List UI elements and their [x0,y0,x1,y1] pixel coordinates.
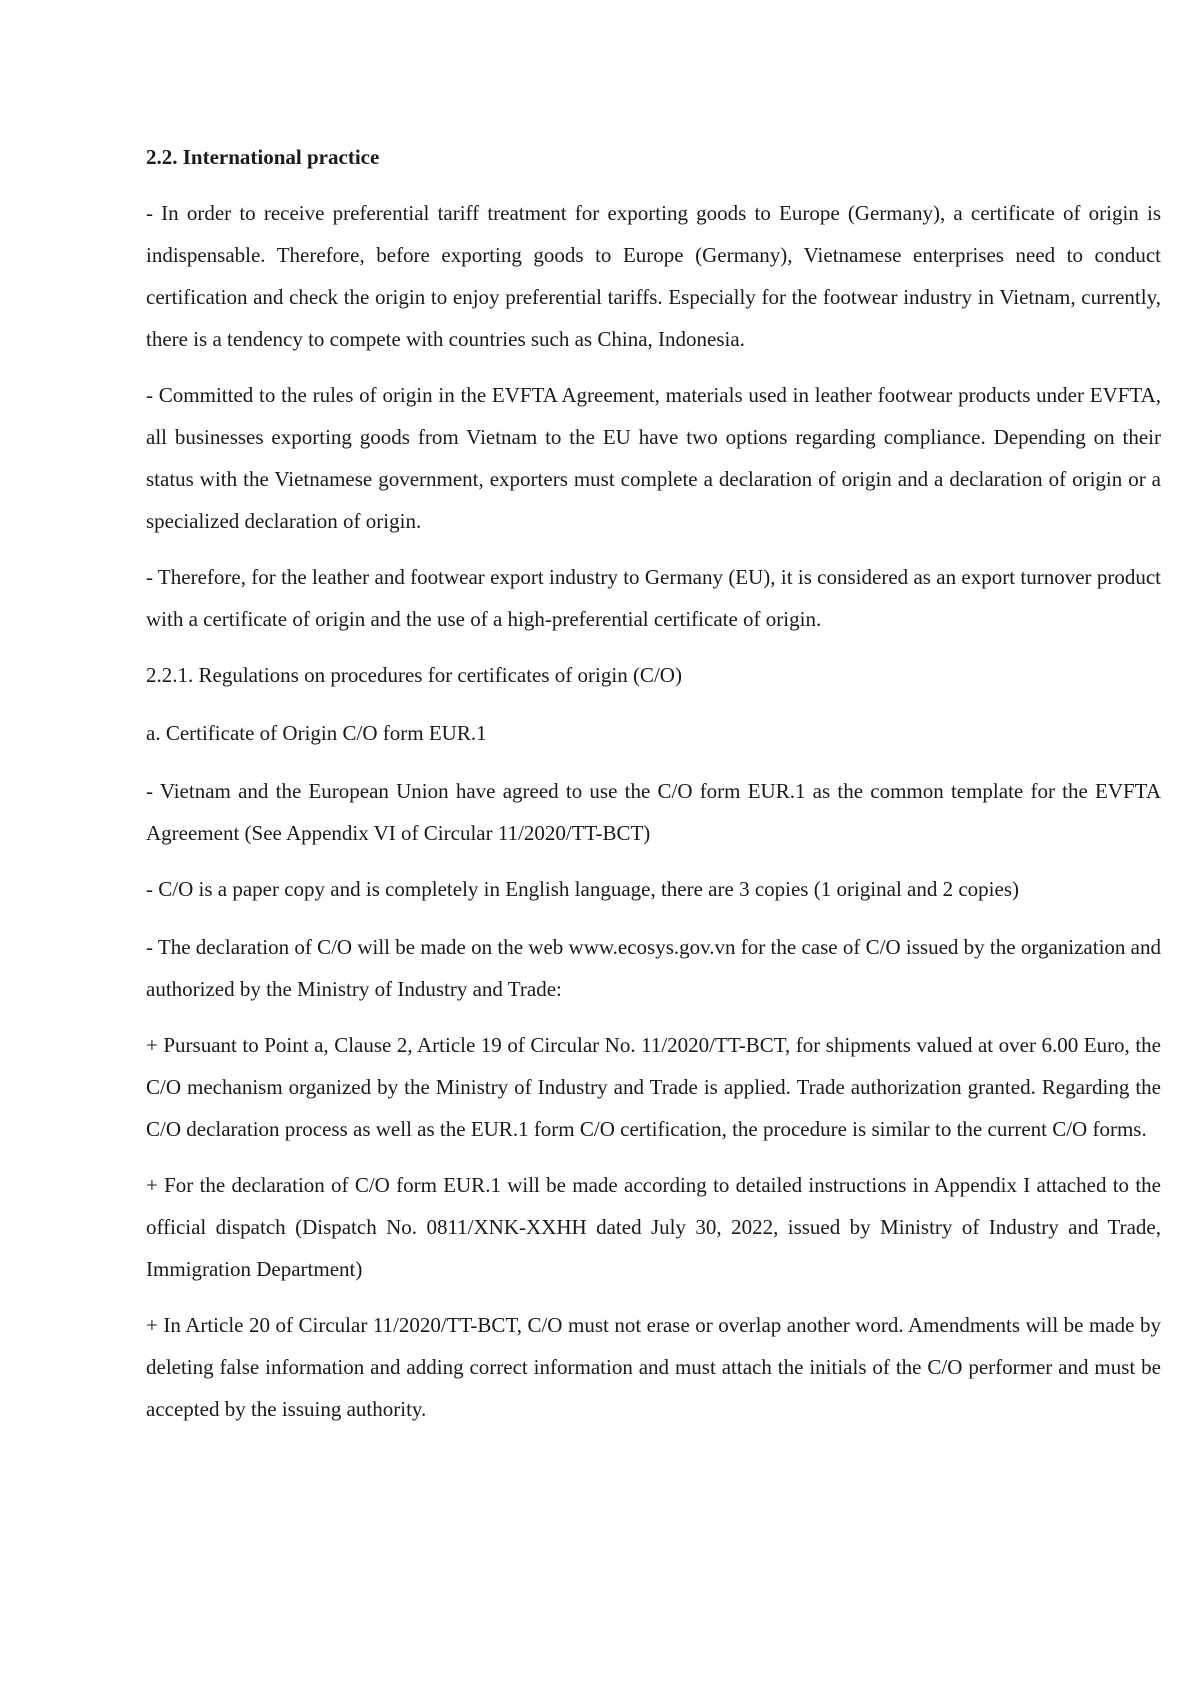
paragraph-article-20: + In Article 20 of Circular 11/2020/TT-BCT, C/O must not erase or overlap another word. Amendments will be made by deleting false information and adding correct information and must attach the initials of the C/O performer and must be accepted by the issuing authority. [146,1313,1161,1421]
paragraph-article-19: + Pursuant to Point a, Clause 2, Article 19 of Circular No. 11/2020/TT-BCT, for shipments valued at over 6.00 Euro, the C/O mechanism organized by the Ministry of Industry and Trade is applied. Trade authorization granted. Regarding the C/O declaration process as well as the EUR.1 form C/O certification, the procedure is similar to the current C/O forms. [146,1033,1161,1141]
paragraph-ecosys-declaration: - The declaration of C/O will be made on the web www.ecosys.gov.vn for the case of C/O issued by the organization and authorized by the Ministry of Industry and Trade: [146,935,1161,1001]
subsection-heading-eur1: a. Certificate of Origin C/O form EUR.1 [146,721,487,745]
paragraph-evfta-rules: - Committed to the rules of origin in the EVFTA Agreement, materials used in leather footwear products under EVFTA, all businesses exporting goods from Vietnam to the EU have two options regarding compliance. Depending on their status with the Vietnamese government, exporters must complete a declaration of origin and a declaration of origin or a specialized declaration of origin. [146,383,1161,533]
document-page [146,142,1161,1444]
paragraph-appendix-i: + For the declaration of C/O form EUR.1 will be made according to detailed instructions in Appendix I attached to the official dispatch (Dispatch No. 0811/XNK-XXHH dated July 30, 2022, issued by Ministry of Industry and Trade, Immigration Department) [146,1173,1161,1281]
section-heading: 2.2. International practice [146,145,380,169]
paragraph-paper-copy: - C/O is a paper copy and is completely in English language, there are 3 copies (1 original and 2 copies) [146,877,1019,901]
paragraph-leather-footwear-export: - Therefore, for the leather and footwear export industry to Germany (EU), it is considered as an export turnover product with a certificate of origin and the use of a high-preferential certificate of origin. [146,565,1161,631]
paragraph-common-template: - Vietnam and the European Union have agreed to use the C/O form EUR.1 as the common template for the EVFTA Agreement (See Appendix VI of Circular 11/2020/TT-BCT) [146,779,1161,845]
subsection-heading-regulations: 2.2.1. Regulations on procedures for certificates of origin (C/O) [146,663,682,687]
paragraph-certificate-indispensable: - In order to receive preferential tariff treatment for exporting goods to Europe (Germany), a certificate of origin is indispensable. Therefore, before exporting goods to Europe (Germany), Vietnamese enterprises need to conduct certification and check the origin to enjoy preferential tariffs. Especially for the footwear industry in Vietnam, currently, there is a tendency to compete with countries such as China, Indonesia. [146,201,1161,351]
